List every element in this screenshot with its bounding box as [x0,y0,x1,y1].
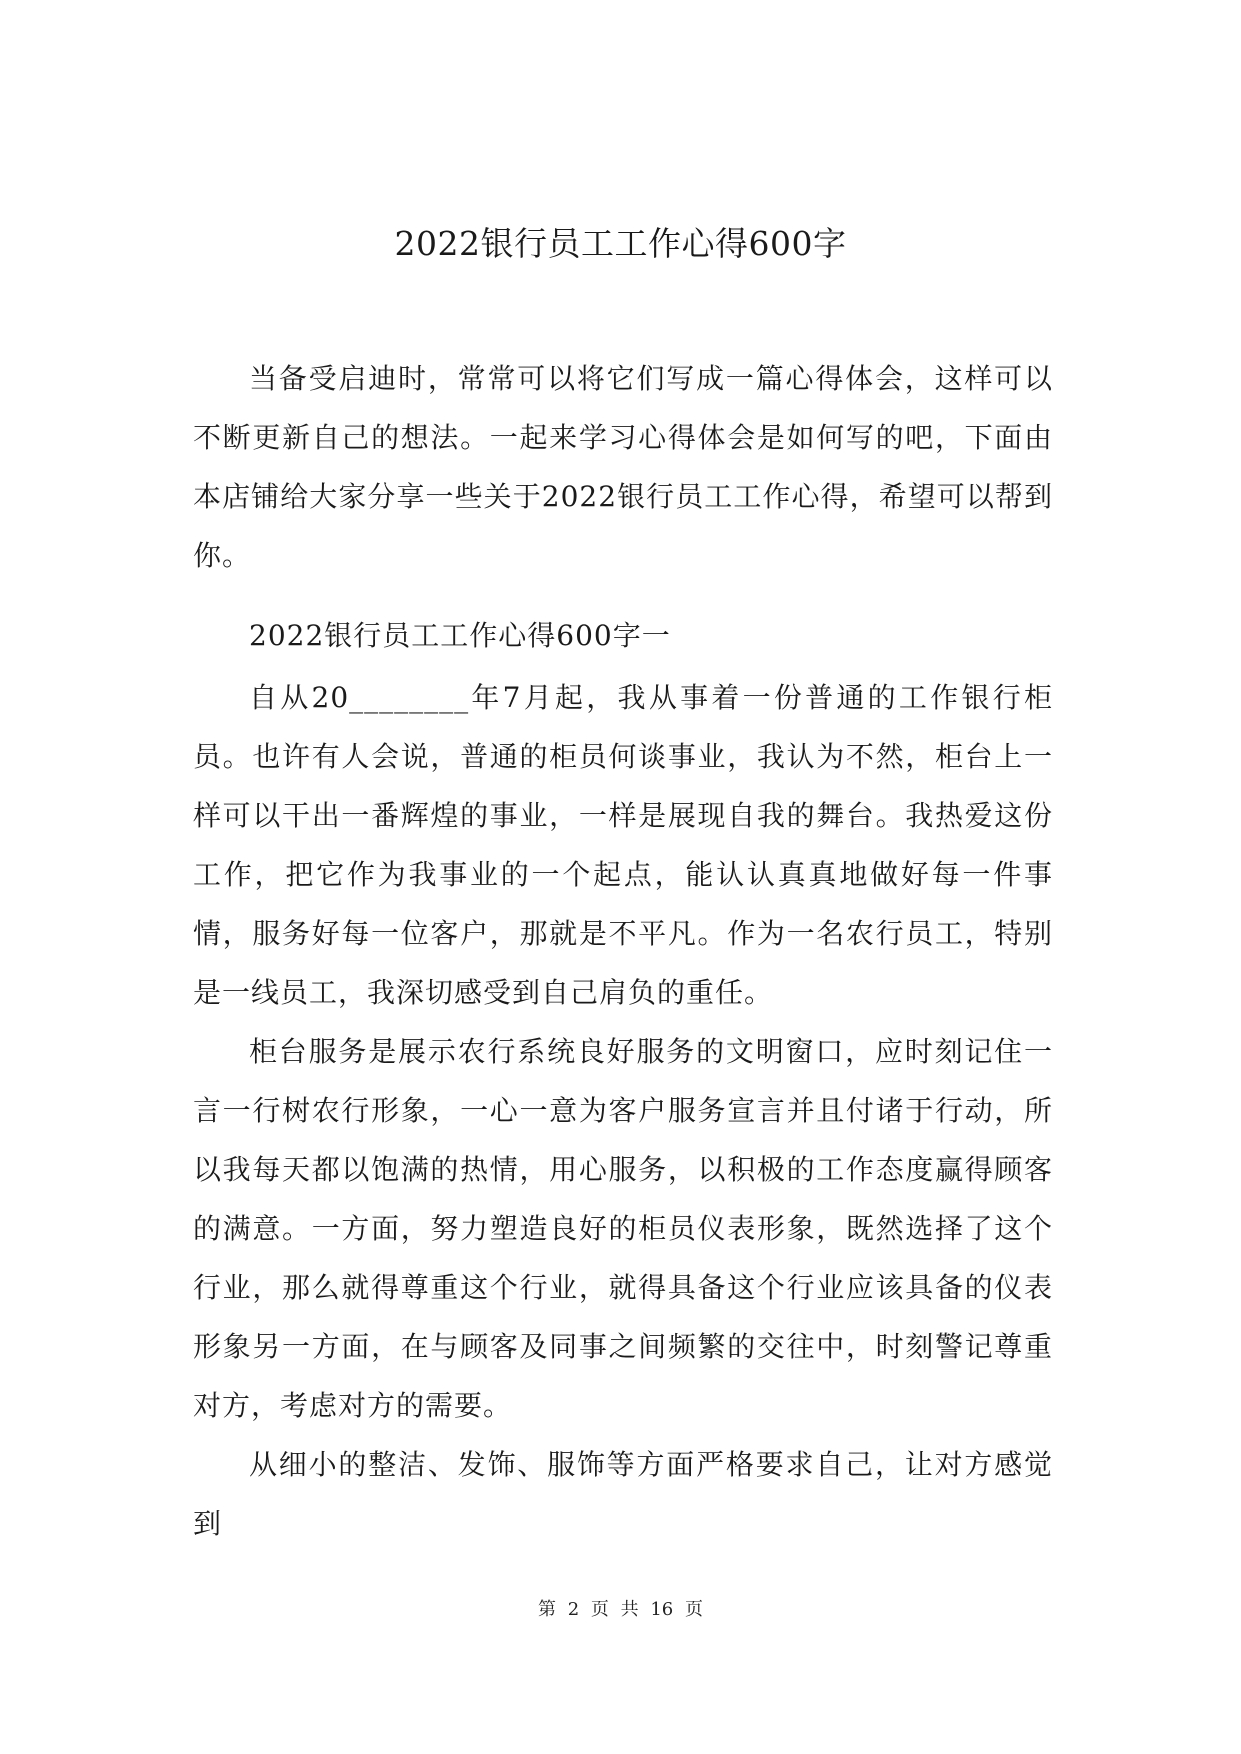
intro-block [193,349,1053,585]
section-heading: 2022银行员工工作心得600字一 [249,619,671,652]
page-number-footer: 第 2 页 共 16 页 [538,1599,703,1620]
main-body [193,668,1053,1553]
body-paragraph-1: 自从20________年7月起，我从事着一份普通的工作银行柜员。也许有人会说，普通的柜员何谈事业，我认为不然，柜台上一样可以干出一番辉煌的事业，一样是展现自我的舞台。我热爱这份工作，把它作为我事业的一个起点，能认认真真地做好每一件事情，服务好每一位客户，那就是不平凡。作为一名农行员工，特别是一线员工，我深切感受到自己肩负的重任。 [193,681,1053,1009]
document-title: 2022银行员工工作心得600字 [394,224,847,263]
intro-paragraph: 当备受启迪时，常常可以将它们写成一篇心得体会，这样可以不断更新自己的想法。一起来学习心得体会是如何写的吧，下面由本店铺给大家分享一些关于2022银行员工工作心得，希望可以帮到你。 [193,362,1053,572]
body-paragraph-3: 从细小的整洁、发饰、服饰等方面严格要求自己，让对方感觉到 [193,1448,1053,1540]
body-paragraph-2: 柜台服务是展示农行系统良好服务的文明窗口，应时刻记住一言一行树农行形象，一心一意为客户服务宣言并且付诸于行动，所以我每天都以饱满的热情，用心服务，以积极的工作态度赢得顾客的满意。一方面，努力塑造良好的柜员仪表形象，既然选择了这个行业，那么就得尊重这个行业，就得具备这个行业应该具备的仪表形象另一方面，在与顾客及同事之间频繁的交往中，时刻警记尊重对方，考虑对方的需要。 [193,1035,1053,1422]
